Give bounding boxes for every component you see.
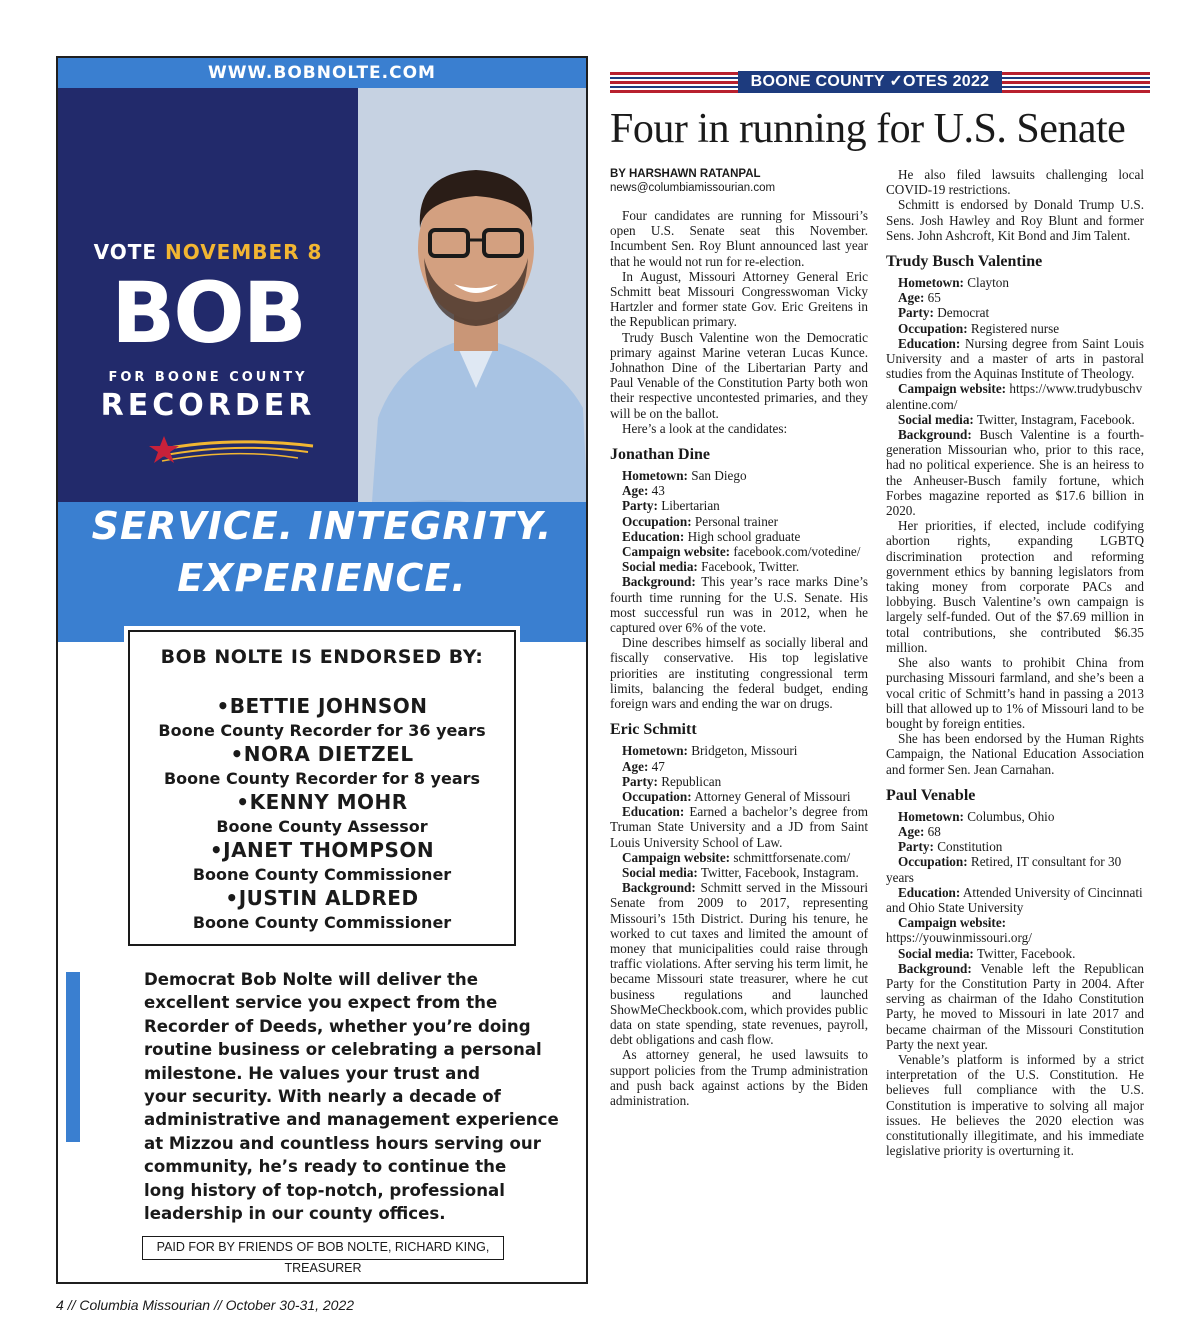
fact-label: Social media:: [898, 411, 974, 427]
fact-value: Earned a bachelor’s degree from Truman State University and a JD from Saint Louis University School of Law.: [610, 804, 868, 850]
fact-line: [610, 498, 868, 513]
ad-body-line: administrative and management experience: [144, 1110, 559, 1130]
fact-label: Campaign website:: [622, 849, 731, 865]
endorser-role: Boone County Commissioner: [192, 913, 452, 932]
fact-label: Occupation:: [622, 513, 692, 529]
fact-value: Bridgeton, Missouri: [691, 743, 798, 759]
fact-label: Background:: [622, 574, 696, 590]
candidate-heading: Eric Schmitt: [610, 721, 697, 739]
fact-label: Occupation:: [898, 320, 968, 336]
fact-label: Education:: [622, 528, 685, 544]
fact-value: Libertarian: [661, 498, 720, 514]
fact-value: Attorney General of Missouri: [694, 788, 851, 804]
fact-line: [886, 915, 1144, 945]
paragraph: Her priorities, if elected, include codifying abortion rights, expanding LGBTQ discrimination protection and reforming government ethics by banning legislators from taking money from corporate PACs and lobbying. Busch Valentine’s own campaign is largely self-funded. Out of the $7.69 million in total contributions, she contributed $6.35 million.: [886, 518, 1144, 655]
ad-body-line: excellent service you expect from the: [144, 993, 498, 1013]
candidate-heading: Trudy Busch Valentine: [886, 253, 1043, 271]
candidate-name: BOB: [111, 264, 305, 362]
paragraph: Schmitt is endorsed by Donald Trump U.S. Sens. Josh Hawley and Roy Blunt and former Sens. John Ashcroft, Kit Bond and Jim Talent.: [886, 197, 1144, 243]
ad-body-line: community, he’s ready to continue the: [144, 1157, 507, 1177]
fact-label: Age:: [898, 823, 925, 839]
fact-line: [610, 850, 868, 865]
paragraph: Four candidates are running for Missouri’s open U.S. Senate seat this November. Incumbent Sen. Roy Blunt announced last year that he would not run for re-election.: [610, 208, 868, 269]
byline: BY HARSHAWN RATANPAL: [610, 168, 761, 180]
fact-line: [886, 305, 1144, 320]
ad-body-text: [144, 968, 584, 1225]
fact-value: Retired, IT consultant for 30 years: [886, 854, 1122, 885]
star-swoosh-icon: [148, 428, 318, 468]
article-headline: Four in running for U.S. Senate: [610, 106, 1126, 152]
fact-line: [886, 321, 1144, 336]
article-column-2: [886, 167, 1144, 1158]
fact-line: [610, 880, 868, 1047]
fact-value: Facebook, Twitter.: [701, 559, 800, 575]
fact-label: Age:: [622, 483, 649, 499]
paragraph: As attorney general, he used lawsuits to support policies from the Trump administration and push back against actions by the Biden administration.: [610, 1047, 868, 1108]
fact-line: [610, 574, 868, 635]
fact-line: [886, 946, 1144, 961]
fact-label: Hometown:: [622, 743, 688, 759]
fact-label: Party:: [898, 839, 934, 855]
fact-value: Registered nurse: [970, 320, 1060, 336]
endorser-name: •JUSTIN ALDRED: [225, 886, 419, 910]
endorser-role: Boone County Commissioner: [192, 865, 452, 884]
fact-label: Campaign website:: [898, 915, 1007, 931]
fact-line: [886, 961, 1144, 1052]
section-banner-label: BOONE COUNTY ✓OTES 2022: [738, 71, 1002, 93]
fact-label: Hometown:: [898, 275, 964, 291]
fact-line: [610, 559, 868, 574]
ad-body-line: long history of top-notch, professional: [144, 1180, 505, 1200]
ad-body-line: Democrat Bob Nolte will deliver the: [144, 970, 478, 989]
fact-line: [610, 774, 868, 789]
fact-label: Party:: [622, 498, 658, 514]
fact-value: Columbus, Ohio: [967, 808, 1055, 824]
fact-label: Campaign website:: [622, 544, 731, 560]
fact-line: [886, 809, 1144, 824]
fact-label: Education:: [898, 884, 961, 900]
ad-body-line: routine business or celebrating a personal: [144, 1040, 542, 1060]
fact-line: [610, 804, 868, 850]
endorser-name: •KENNY MOHR: [236, 790, 408, 814]
byline-email[interactable]: news@columbiamissourian.com: [610, 182, 776, 194]
fact-label: Background:: [898, 960, 972, 976]
page-folio: 4 // Columbia Missourian // October 30-31, 2022: [56, 1297, 355, 1313]
fact-value: Venable left the Republican Party for the Constitution Party in 2004. After serving as chairman of the Idaho Constitution Party, he moved to Missouri in late 2017 and became chairman of the Missouri Constitution Party the next year.: [886, 960, 1144, 1052]
candidate-heading: Paul Venable: [886, 786, 976, 804]
fact-value: This year’s race marks Dine’s fourth time running for the U.S. Senate. His most successful run was in 2012, when he captured over 6% of the vote.: [610, 574, 868, 636]
campaign-ad: [56, 56, 588, 1284]
fact-value: 65: [927, 290, 941, 306]
fact-label: Occupation:: [898, 854, 968, 870]
fact-line: [886, 381, 1144, 411]
fact-label: Education:: [622, 804, 685, 820]
paragraph: Dine describes himself as socially liberal and fiscally conservative. His top legislative priorities are instituting congressional term limits, balancing the federal budget, ending foreign wars and ending the war on drugs.: [610, 635, 868, 712]
ad-body-line: at Mizzou and countless hours serving our: [144, 1133, 541, 1153]
fact-value: 43: [651, 483, 665, 499]
fact-line: [886, 839, 1144, 854]
fact-label: Age:: [898, 290, 925, 306]
fact-label: Social media:: [898, 945, 974, 961]
accent-bar: [66, 972, 80, 1142]
endorser-name: •NORA DIETZEL: [230, 742, 414, 766]
paragraph: She also wants to prohibit China from purchasing Missouri farmland, and she’s been a vocal critic of Schmitt’s hand in passing a 2013 bill that allowed up to 1% of Missouri land to be bought by foreign entities.: [886, 655, 1144, 731]
fact-label: Campaign website:: [898, 381, 1007, 397]
fact-line: [886, 427, 1144, 518]
fact-label: Background:: [622, 880, 696, 896]
ad-body-line: milestone. He values your trust and: [144, 1063, 481, 1083]
office-title: RECORDER: [100, 388, 316, 423]
fact-line: [886, 275, 1144, 290]
fact-value: Busch Valentine is a fourth-generation Missourian who, prior to this race, had no political experience. She is an heiress to the Anheuser-Busch family fortune, which Forbes magazine reported as $17.6 billion in 2020.: [886, 427, 1144, 519]
fact-line: [610, 865, 868, 880]
fact-value: High school graduate: [687, 528, 801, 544]
endorser-name: •JANET THOMPSON: [209, 838, 435, 862]
slogan-line-2: EXPERIENCE.: [177, 556, 467, 600]
fact-line: [886, 885, 1144, 915]
paragraph: He also filed lawsuits challenging local COVID-19 restrictions.: [886, 167, 1144, 198]
fact-value: Twitter, Facebook.: [976, 945, 1076, 961]
paragraph: Venable’s platform is informed by a strict interpretation of the U.S. Constitution. He believes full compliance with the U.S. Constitution is imperative to solving all major issues. He believes the 2020 election was constitutionally illegitimate, and his immediate legislative priority is overturning it.: [886, 1051, 1144, 1159]
fact-line: [610, 743, 868, 758]
fact-value: Twitter, Instagram, Facebook.: [976, 411, 1135, 427]
endorsement-box: [128, 630, 516, 946]
fact-line: [610, 514, 868, 529]
ad-website-url[interactable]: WWW.BOBNOLTE.COM: [58, 58, 586, 88]
fact-label: Party:: [898, 305, 934, 321]
fact-value: Personal trainer: [694, 513, 779, 529]
fact-line: [610, 483, 868, 498]
fact-label: Occupation:: [622, 788, 692, 804]
fact-value: Democrat: [937, 305, 990, 321]
fact-line: [886, 336, 1144, 382]
ad-hero-panel: [58, 88, 586, 558]
vote-prefix: VOTE: [93, 240, 158, 264]
fact-value: Twitter, Facebook, Instagram.: [700, 864, 859, 880]
slogan-line-1: SERVICE. INTEGRITY.: [91, 504, 553, 548]
fact-line: [610, 529, 868, 544]
fact-value: Schmitt served in the Missouri Senate from 2009 to 2017, representing Missouri’s 15th District. During his tenure, he worked to cut taxes and limited the amount of money that municipalities could raise through traffic violations. After serving his term limit, he became Missouri state treasurer, where he cut business regulations and launched ShowMeCheckbook.com, which provides public data on state spending, state revenues, payroll, debt obligations and cash flow.: [610, 880, 868, 1048]
fact-value: Constitution: [937, 839, 1003, 855]
endorser-role: Boone County Recorder for 8 years: [163, 769, 481, 788]
fact-value: Republican: [661, 773, 722, 789]
paid-for-disclaimer: PAID FOR BY FRIENDS OF BOB NOLTE, RICHARD KING, TREASURER: [142, 1236, 504, 1260]
ad-body-line: leadership in our county offices.: [144, 1204, 446, 1224]
fact-label: Background:: [898, 427, 972, 443]
fact-value: 68: [927, 823, 941, 839]
for-boone-county: FOR BOONE COUNTY: [108, 370, 308, 385]
fact-value: Attended University of Cincinnati and Ohio State University: [886, 884, 1143, 915]
paragraph: Here’s a look at the candidates:: [622, 420, 788, 436]
fact-label: Party:: [622, 773, 658, 789]
article-column-1: [610, 167, 868, 1108]
campaign-website-link[interactable]: https://youwinmissouri.org/: [886, 930, 1032, 946]
fact-value: San Diego: [691, 468, 747, 484]
fact-line: [886, 824, 1144, 839]
fact-label: Hometown:: [898, 808, 964, 824]
fact-line: [610, 544, 868, 559]
candidate-heading: Jonathan Dine: [610, 446, 711, 464]
paragraph: In August, Missouri Attorney General Eric Schmitt beat Missouri Congresswoman Vicky Hartzler and former state Gov. Eric Greitens in the Republican primary.: [610, 268, 868, 330]
endorser-role: Boone County Recorder for 36 years: [158, 721, 486, 740]
candidate-photo: [358, 88, 588, 558]
fact-line: [886, 412, 1144, 427]
fact-line: [610, 789, 868, 804]
fact-line: [886, 854, 1144, 884]
fact-line: [886, 290, 1144, 305]
ad-body-line: your security. With nearly a decade of: [144, 1087, 501, 1107]
fact-line: [610, 759, 868, 774]
fact-label: Social media:: [622, 864, 698, 880]
fact-value: 47: [651, 758, 665, 774]
fact-label: Age:: [622, 758, 649, 774]
fact-value: Clayton: [967, 275, 1009, 291]
fact-label: Hometown:: [622, 468, 688, 484]
campaign-website-link[interactable]: facebook.com/votedine/: [733, 544, 861, 560]
campaign-website-link[interactable]: schmittforsenate.com/: [733, 849, 851, 865]
campaign-website-link[interactable]: https://www.trudybuschvalentine.com/: [886, 381, 1143, 412]
endorser-name: •BETTIE JOHNSON: [216, 694, 428, 718]
ad-body-line: Recorder of Deeds, whether you’re doing: [144, 1016, 531, 1036]
fact-label: Education:: [898, 335, 961, 351]
endorsement-title: BOB NOLTE IS ENDORSED BY:: [160, 646, 484, 668]
vote-date: NOVEMBER 8: [164, 240, 323, 264]
paragraph: Trudy Busch Valentine won the Democratic primary against Marine veteran Lucas Kunce. Johnathon Dine of the Libertarian Party and Paul Venable of the Constitution Party both won their respective uncontested primaries, and they will be on the ballot.: [610, 329, 868, 421]
fact-value: Nursing degree from Saint Louis University and a master of arts in pastoral studies from the Aquinas Institute of Theology.: [886, 335, 1144, 382]
fact-label: Social media:: [622, 559, 698, 575]
vote-date-line: [58, 240, 358, 264]
fact-line: [610, 468, 868, 483]
endorser-role: Boone County Assessor: [216, 817, 428, 836]
paragraph: She has been endorsed by the Human Rights Campaign, the National Education Association and former Sen. Jean Carnahan.: [886, 731, 1144, 777]
